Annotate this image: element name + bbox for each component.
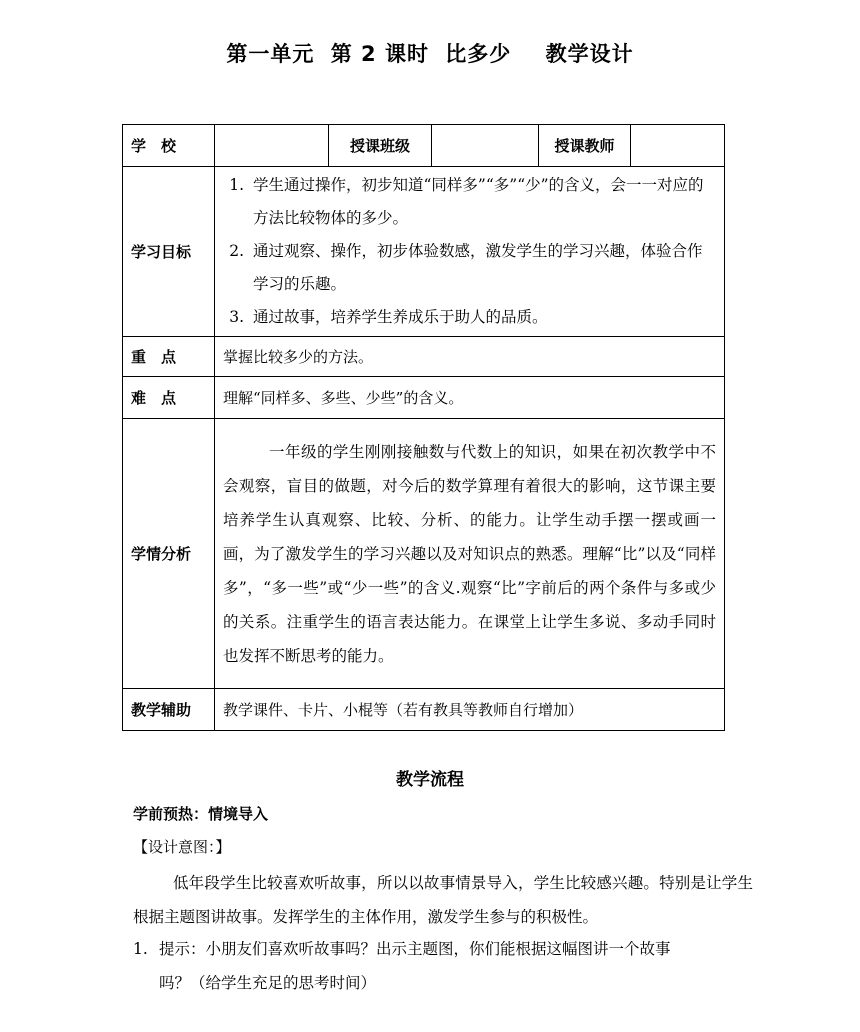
title-doc-type: 教学设计 bbox=[545, 42, 634, 66]
table-row-analysis bbox=[123, 419, 725, 689]
table-row-aids bbox=[123, 689, 725, 731]
key-label: 重 点 bbox=[123, 337, 215, 377]
table-row-goals bbox=[123, 167, 725, 337]
class-value[interactable] bbox=[432, 125, 539, 167]
teacher-label: 授课教师 bbox=[539, 125, 631, 167]
aids-label: 教学辅助 bbox=[123, 689, 215, 731]
title-unit: 第一单元 bbox=[226, 42, 315, 66]
design-intent-label: 【设计意图：】 bbox=[133, 838, 231, 856]
key-value: 掌握比较多少的方法。 bbox=[215, 337, 725, 377]
goal-item: 3. 通过故事，培养学生养成乐于助人的品质。 bbox=[249, 301, 716, 334]
goals-cell bbox=[215, 167, 725, 337]
table-row-key bbox=[123, 337, 725, 377]
class-label: 授课班级 bbox=[329, 125, 432, 167]
list-item bbox=[133, 932, 733, 1000]
list-item-text-line2: 吗？（给学生充足的思考时间） bbox=[159, 974, 377, 992]
difficulty-label: 难 点 bbox=[123, 377, 215, 419]
list-item-text-line1: 提示：小朋友们喜欢听故事吗？出示主题图，你们能根据这幅图讲一个故事 bbox=[159, 940, 671, 958]
school-value[interactable] bbox=[215, 125, 329, 167]
list-item-number: 1. bbox=[133, 940, 148, 958]
goals-list bbox=[223, 169, 716, 334]
aids-value: 教学课件、卡片、小棍等（若有教具等教师自行增加） bbox=[215, 689, 725, 731]
flow-title: 教学流程 bbox=[396, 770, 464, 790]
title-lesson: 第 2 课时 bbox=[330, 42, 429, 66]
analysis-label: 学情分析 bbox=[123, 419, 215, 689]
design-intent-text: 低年段学生比较喜欢听故事，所以以故事情景导入，学生比较感兴趣。特别是让学生根据主题图讲故事。发挥学生的主体作用，激发学生参与的积极性。 bbox=[133, 874, 753, 926]
difficulty-value: 理解“同样多、多些、少些”的含义。 bbox=[215, 377, 725, 419]
table-row-difficulty bbox=[123, 377, 725, 419]
goal-item: 2. 通过观察、操作，初步体验数感，激发学生的学习兴趣，体验合作学习的乐趣。 bbox=[249, 235, 716, 301]
analysis-text: 一年级的学生刚刚接触数与代数上的知识，如果在初次教学中不会观察，盲目的做题，对今后的数学算理有着很大的影响，这节课主要培养学生认真观察、比较、分析、的能力。让学生动手摆一摆或画一画，为了激发学生的学习兴趣以及对知识点的熟悉。理解“比”以及“同样多”，“多一些”或“少一些”的含义.观察“比”字前后的两个条件与多或少的关系。注重学生的语言表达能力。在课堂上让学生多说、多动手同时也发挥不断思考的能力。 bbox=[223, 442, 716, 665]
lesson-info-table bbox=[122, 124, 725, 731]
teacher-value[interactable] bbox=[631, 125, 725, 167]
goals-label: 学习目标 bbox=[123, 167, 215, 337]
section-title: 学前预热：情境导入 bbox=[133, 805, 269, 823]
goal-item: 1. 学生通过操作，初步知道“同样多”“多”“少”的含义，会一一对应的方法比较物体的多少。 bbox=[249, 169, 716, 235]
table-row-school bbox=[123, 125, 725, 167]
title-topic: 比多少 bbox=[445, 42, 512, 66]
page-title bbox=[0, 38, 860, 68]
analysis-cell bbox=[215, 419, 725, 689]
school-label: 学 校 bbox=[123, 125, 215, 167]
